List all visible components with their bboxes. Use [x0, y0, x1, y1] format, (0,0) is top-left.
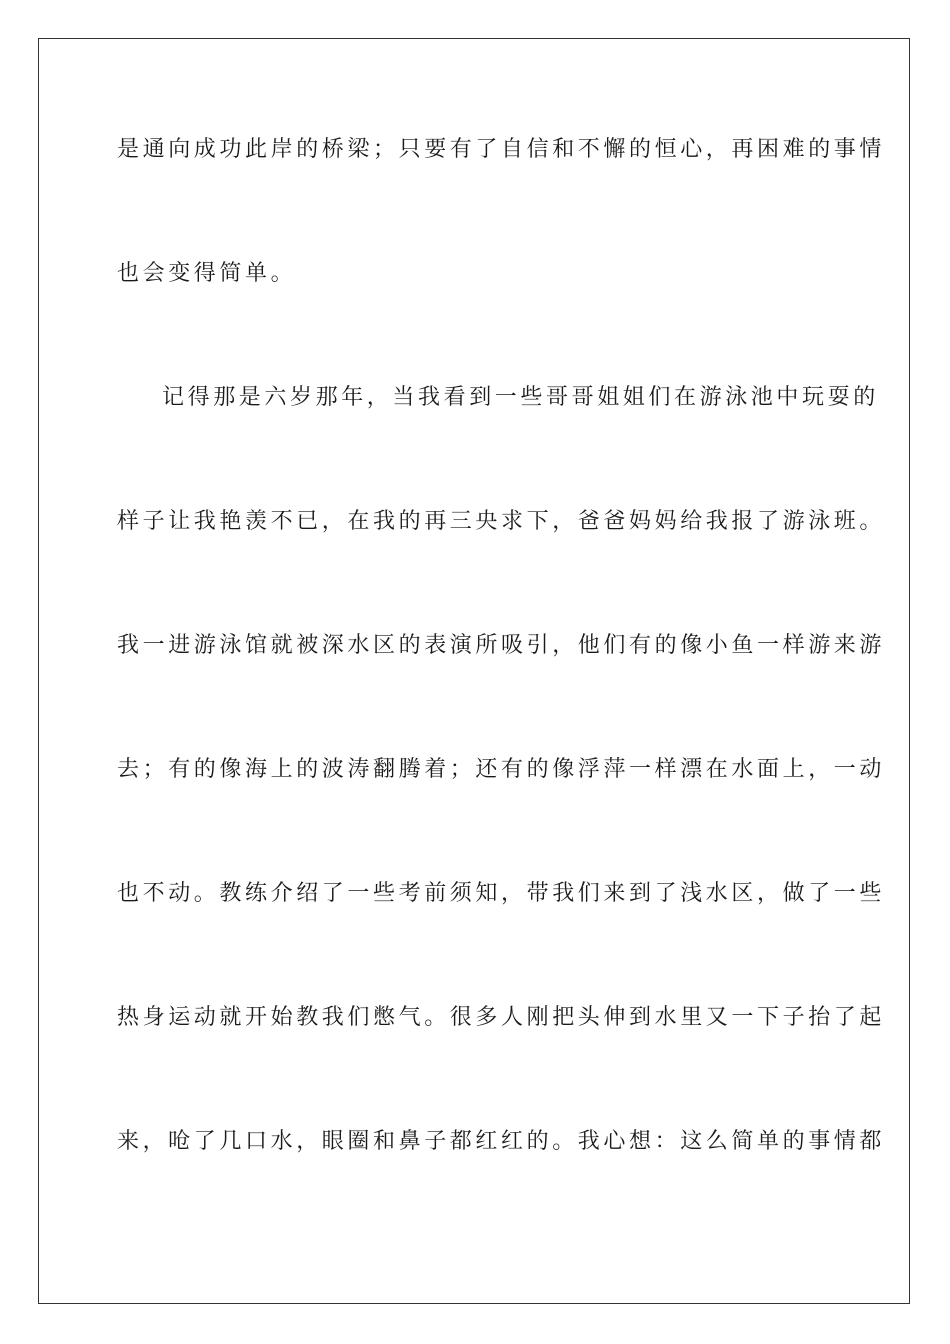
text-line-8: 热身运动就开始教我们憋气。很多人刚把头伸到水里又一下子抬了起 [117, 1005, 886, 1030]
text-line-5: 我一进游泳馆就被深水区的表演所吸引，他们有的像小鱼一样游来游 [117, 633, 886, 658]
paragraph-start-line: 记得那是六岁那年，当我看到一些哥哥姐姐们在游泳池中玩耍的 [162, 385, 879, 410]
text-line-2: 也会变得简单。 [117, 261, 297, 286]
text-line-7: 也不动。教练介绍了一些考前须知，带我们来到了浅水区，做了一些 [117, 881, 886, 906]
text-line-1: 是通向成功此岸的桥梁；只要有了自信和不懈的恒心，再困难的事情 [117, 137, 886, 162]
text-line-6: 去；有的像海上的波涛翻腾着；还有的像浮萍一样漂在水面上，一动 [117, 757, 886, 782]
page-border [38, 38, 910, 1304]
text-line-4: 样子让我艳羡不已，在我的再三央求下，爸爸妈妈给我报了游泳班。 [117, 509, 886, 534]
text-line-9: 来，呛了几口水，眼圈和鼻子都红红的。我心想：这么简单的事情都 [117, 1129, 886, 1154]
